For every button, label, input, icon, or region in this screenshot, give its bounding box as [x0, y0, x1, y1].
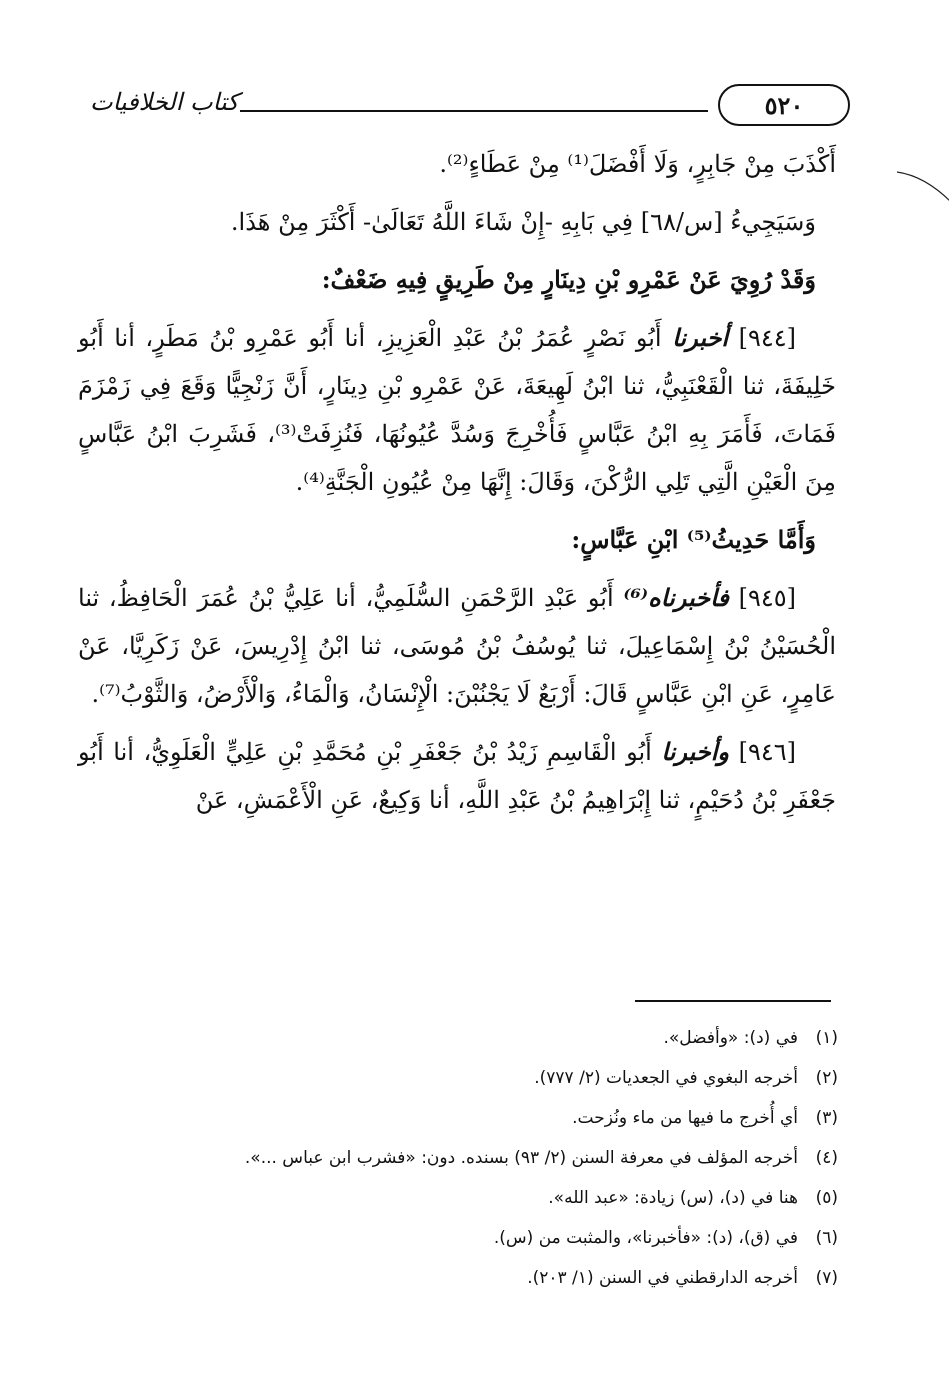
footnote-number: (٤)	[815, 1148, 838, 1168]
hadith-paragraph	[78, 314, 836, 506]
hadith-paragraph	[78, 728, 836, 824]
hadith-text: أَبُو الْقَاسِمِ زَيْدُ بْنُ جَعْفَرِ بْنِ مُحَمَّدِ بْنِ عَلِيٍّ الْعَلَوِيُّ، أنا أَبُو جَعْفَرِ بْنُ دُحَيْمٍ، ثنا إِبْرَاهِيمُ بْنُ عَبْدِ اللَّهِ، أنا وَكِيعٌ، عَنِ الْأَعْمَشِ، عَنْ	[78, 738, 836, 814]
header-rule	[240, 110, 708, 112]
page-header	[90, 84, 850, 130]
footnote-number: (٧)	[815, 1268, 838, 1288]
hadith-number: [٩٤٥]	[738, 584, 796, 612]
section-heading: وَقَدْ رُوِيَ عَنْ عَمْرِو بْنِ دِينَارٍ مِنْ طَرِيقٍ فِيهِ ضَعْفٌ:	[321, 265, 816, 294]
narration-verb: أخبرنا	[672, 323, 729, 352]
footnote-number: (٦)	[815, 1228, 838, 1248]
footnote-text: أي أُخرج ما فيها من ماء ونُزحت.	[572, 1108, 798, 1128]
footnote-text: هنا في (د)، (س) زيادة: «عبد الله».	[548, 1188, 798, 1208]
narration-verb: فأخبرناه⁽⁶⁾	[623, 583, 729, 612]
footnote-text: أخرجه البغوي في الجعديات (٢/ ٧٧٧).	[534, 1068, 798, 1088]
footnote-number: (١)	[815, 1028, 838, 1048]
footnote	[120, 1138, 838, 1178]
footnote	[120, 1098, 838, 1138]
footnote-number: (٢)	[815, 1068, 838, 1088]
footnote-number: (٣)	[815, 1108, 838, 1128]
text-line: أَكْذَبَ مِنْ جَابِرٍ، وَلَا أَفْضَلَ⁽¹⁾ مِنْ عَطَاءٍ⁽²⁾.	[439, 150, 836, 178]
footnote	[120, 1178, 838, 1218]
footnote-text: في (د): «وأفضل».	[663, 1028, 798, 1048]
footnote-text: في (ق)، (د): «فأخبرنا»، والمثبت من (س).	[493, 1228, 798, 1248]
main-text	[78, 140, 836, 834]
hadith-text: أَبُو نَصْرٍ عُمَرُ بْنُ عَبْدِ الْعَزِيزِ، أنا أَبُو عَمْرِو بْنُ مَطَرٍ، أنا أَبُو خَلِيفَةَ، ثنا الْقَعْنَبِيُّ، ثنا ابْنُ لَهِيعَةَ، عَنْ عَمْرِو بْنِ دِينَارٍ، أَنَّ زَنْجِيًّا وَقَعَ فِي زَمْزَمَ فَمَاتَ، فَأَمَرَ بِهِ ابْنُ عَبَّاسٍ فَأُخْرِجَ وَسُدَّ عُيُونُهَا، فَنُزِفَتْ⁽³⁾، فَشَرِبَ ابْنُ عَبَّاسٍ مِنَ الْعَيْنِ الَّتِي تَلِي الرُّكْنَ، وَقَالَ: إِنَّهَا مِنْ عُيُونِ الْجَنَّةِ⁽⁴⁾.	[78, 324, 836, 496]
footnote-separator	[635, 1000, 831, 1002]
footnotes	[120, 1018, 838, 1298]
footnote-text: أخرجه المؤلف في معرفة السنن (٢/ ٩٣) بسنده. دون: «فشرب ابن عباس ...».	[244, 1148, 798, 1168]
hadith-number: [٩٤٦]	[738, 738, 796, 766]
hadith-number: [٩٤٤]	[738, 324, 796, 352]
book-title: كتاب الخلافيات	[90, 88, 239, 116]
footnote	[120, 1258, 838, 1298]
section-heading: وَأَمَّا حَدِيثُ⁽⁵⁾ ابْنِ عَبَّاسٍ:	[571, 525, 816, 554]
footnote	[120, 1018, 838, 1058]
margin-curve-mark	[895, 168, 949, 204]
page-number: ٥٢٠	[718, 84, 850, 126]
hadith-paragraph	[78, 574, 836, 718]
footnote-number: (٥)	[815, 1188, 838, 1208]
narration-verb: وأخبرنا	[661, 737, 729, 766]
text-line: وَسَيَجِيءُ [س/٦٨] فِي بَابِهِ -إِنْ شَاءَ اللَّهُ تَعَالَىٰ- أَكْثَرَ مِنْ هَذَا.	[230, 208, 816, 236]
footnote	[120, 1218, 838, 1258]
footnote	[120, 1058, 838, 1098]
footnote-text: أخرجه الدارقطني في السنن (١/ ٢٠٣).	[527, 1268, 798, 1288]
hadith-text: أَبُو عَبْدِ الرَّحْمَنِ السُّلَمِيُّ، أنا عَلِيُّ بْنُ عُمَرَ الْحَافِظُ، ثنا الْحُسَيْنُ بْنُ إِسْمَاعِيلَ، ثنا يُوسُفُ بْنُ مُوسَى، ثنا ابْنُ إِدْرِيسَ، عَنْ زَكَرِيَّا، عَنْ عَامِرٍ، عَنِ ابْنِ عَبَّاسٍ قَالَ: أَرْبَعٌ لَا يَجْنُبْنَ: الْإِنْسَانُ، وَالْمَاءُ، وَالْأَرْضُ، وَالثَّوْبُ⁽⁷⁾.	[78, 584, 836, 708]
